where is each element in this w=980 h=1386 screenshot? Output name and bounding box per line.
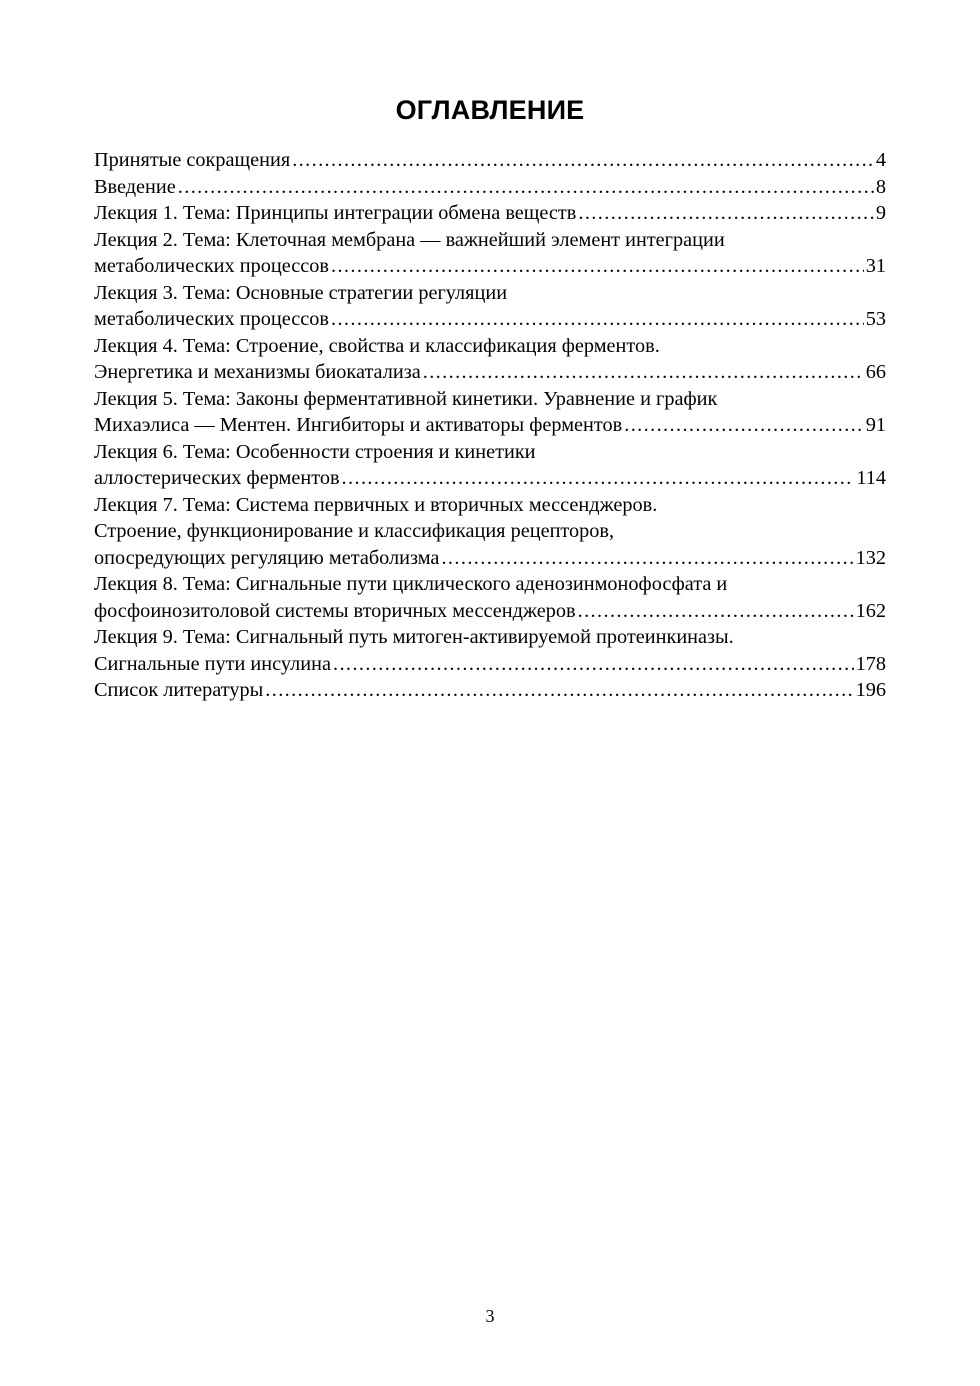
toc-entry-text: Михаэлиса — Ментен. Ингибиторы и активаторы ферментов bbox=[94, 414, 623, 436]
toc-entry-text: Лекция 6. Тема: Особенности строения и кинетики bbox=[94, 440, 536, 463]
toc-entry[interactable] bbox=[94, 624, 886, 677]
toc-entry[interactable] bbox=[94, 492, 886, 572]
toc-entry-line bbox=[94, 492, 886, 519]
toc-entry-line bbox=[94, 280, 886, 307]
dot-leader bbox=[578, 200, 874, 227]
toc-entry-line bbox=[94, 465, 886, 492]
toc-entry[interactable] bbox=[94, 200, 886, 227]
toc-entry-line bbox=[94, 598, 886, 625]
toc-entry-page: 66 bbox=[865, 361, 886, 383]
dot-leader bbox=[292, 147, 874, 174]
toc-entry[interactable] bbox=[94, 386, 886, 439]
toc-entry-page: 31 bbox=[865, 255, 886, 277]
dot-leader bbox=[423, 359, 864, 386]
toc-entry-text: Лекция 1. Тема: Принципы интеграции обмена веществ bbox=[94, 202, 577, 224]
toc-entry[interactable] bbox=[94, 333, 886, 386]
dot-leader bbox=[331, 306, 864, 333]
toc-entry-line bbox=[94, 253, 886, 280]
toc-entry-page: 178 bbox=[855, 652, 886, 675]
toc-entry-text: опосредующих регуляцию метаболизма bbox=[94, 546, 440, 569]
dot-leader bbox=[578, 598, 854, 625]
toc-entry-text: Лекция 5. Тема: Законы ферментативной кинетики. Уравнение и график bbox=[94, 387, 718, 410]
toc-entry-line bbox=[94, 518, 886, 545]
toc-entry[interactable] bbox=[94, 439, 886, 492]
toc-entry[interactable] bbox=[94, 280, 886, 333]
toc-entry-line bbox=[94, 651, 886, 678]
toc-entry-line bbox=[94, 147, 886, 174]
dot-leader bbox=[342, 465, 855, 492]
toc-entry-line bbox=[94, 306, 886, 333]
toc-entry-line bbox=[94, 359, 886, 386]
page-title: ОГЛАВЛЕНИЕ bbox=[395, 95, 585, 125]
toc-entry-text: Лекция 3. Тема: Основные стратегии регуляции bbox=[94, 281, 508, 304]
toc-entry-text: Сигнальные пути инсулина bbox=[94, 652, 331, 675]
toc-entry-page: 196 bbox=[855, 679, 886, 701]
toc-entry-page: 9 bbox=[875, 202, 886, 224]
toc-entry-line bbox=[94, 174, 886, 201]
toc-entry-page: 162 bbox=[855, 599, 886, 622]
toc-entry-text: Лекция 4. Тема: Строение, свойства и классификация ферментов. bbox=[94, 334, 660, 357]
toc-entry[interactable] bbox=[94, 227, 886, 280]
toc-entry-line bbox=[94, 412, 886, 439]
toc-entry-text: Лекция 2. Тема: Клеточная мембрана — важнейший элемент интеграции bbox=[94, 228, 725, 251]
toc-entry-line bbox=[94, 677, 886, 704]
toc-entry-text: аллостерических ферментов bbox=[94, 467, 340, 489]
toc-entry-page: 91 bbox=[865, 414, 886, 436]
page-number: 3 bbox=[485, 1306, 495, 1326]
toc-entry-text: метаболических процессов bbox=[94, 255, 329, 277]
dot-leader bbox=[265, 677, 853, 704]
toc-entry-line bbox=[94, 545, 886, 572]
dot-leader bbox=[333, 651, 854, 678]
toc-entry-text: Введение bbox=[94, 175, 176, 198]
toc-entry-text: Энергетика и механизмы биокатализа bbox=[94, 361, 421, 383]
dot-leader bbox=[331, 253, 864, 280]
toc-entry-line bbox=[94, 571, 886, 598]
dot-leader bbox=[441, 545, 853, 572]
toc-entry-text: метаболических процессов bbox=[94, 308, 329, 330]
toc-entry-line bbox=[94, 200, 886, 227]
toc-entry-text: Лекция 8. Тема: Сигнальные пути циклического аденозинмонофосфата и bbox=[94, 573, 728, 595]
toc-entry-page: 53 bbox=[865, 308, 886, 330]
toc-entry-page: 132 bbox=[855, 546, 886, 569]
toc-entry[interactable] bbox=[94, 677, 886, 704]
toc-entry-text: Строение, функционирование и классификация рецепторов, bbox=[94, 520, 615, 542]
toc-entry-line bbox=[94, 439, 886, 466]
toc-entry-page: 114 bbox=[856, 467, 886, 489]
toc-entry-text: фосфоинозитоловой системы вторичных мессенджеров bbox=[94, 599, 576, 622]
toc-entry-line bbox=[94, 386, 886, 413]
toc-entry-text: Лекция 7. Тема: Система первичных и вторичных мессенджеров. bbox=[94, 493, 658, 516]
table-of-contents bbox=[94, 147, 886, 704]
toc-entry-text: Лекция 9. Тема: Сигнальный путь митоген-активируемой протеинкиназы. bbox=[94, 626, 734, 648]
toc-entry-text: Принятые сокращения bbox=[94, 149, 291, 171]
toc-entry-line bbox=[94, 624, 886, 651]
dot-leader bbox=[624, 412, 864, 439]
toc-entry-line bbox=[94, 333, 886, 360]
toc-entry[interactable] bbox=[94, 147, 886, 174]
toc-entry-text: Список литературы bbox=[94, 679, 264, 701]
dot-leader bbox=[178, 174, 874, 201]
toc-entry[interactable] bbox=[94, 571, 886, 624]
toc-entry-line bbox=[94, 227, 886, 254]
toc-entry-page: 4 bbox=[875, 149, 886, 171]
toc-entry[interactable] bbox=[94, 174, 886, 201]
toc-entry-page: 8 bbox=[875, 175, 886, 198]
